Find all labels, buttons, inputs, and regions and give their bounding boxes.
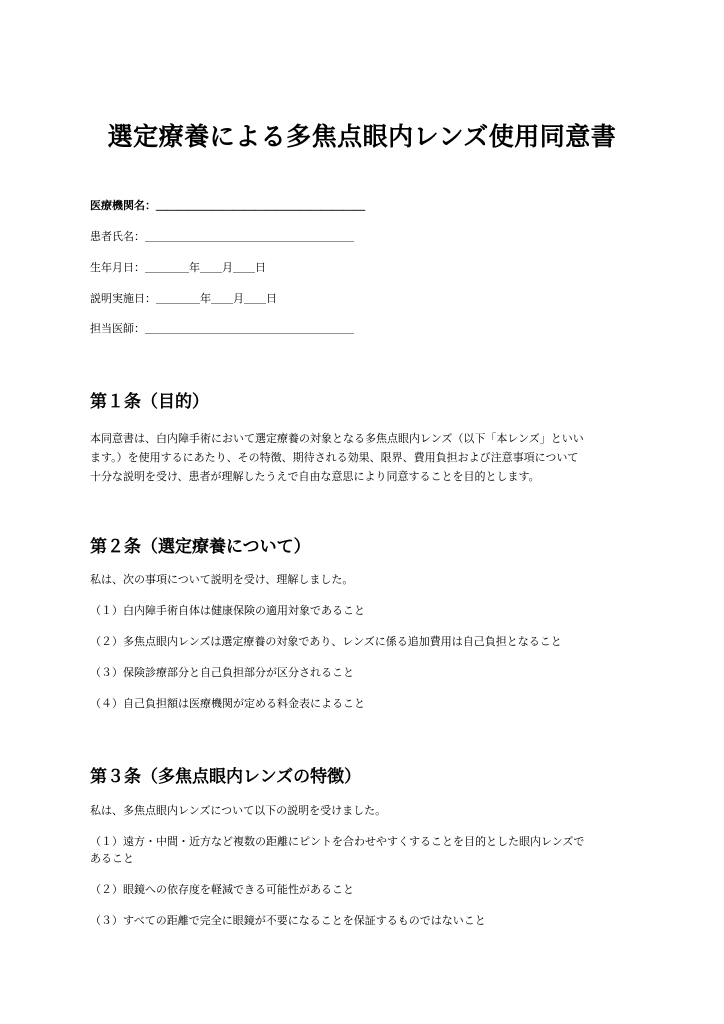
article3-intro: 私は、多焦点眼内レンズについて以下の説明を受けました。: [90, 804, 387, 817]
article1-line: ます。）を使用するにあたり、その特徴、期待される効果、限界、費用負担および注意事項について: [90, 451, 579, 464]
article2-item: （３）保険診療部分と自己負担部分が区分されること: [90, 666, 354, 679]
patient-name-field: 患者氏名：＿＿＿＿＿＿＿＿＿＿＿＿＿＿＿＿＿＿＿: [90, 230, 354, 243]
article2-intro: 私は、次の事項について説明を受け、理解しました。: [90, 573, 354, 586]
doctor-field: 担当医師：＿＿＿＿＿＿＿＿＿＿＿＿＿＿＿＿＿＿＿: [90, 322, 354, 335]
article3-item: （３）すべての距離で完全に眼鏡が不要になることを保証するものではないこと: [90, 914, 486, 927]
article2-item: （１）白内障手術自体は健康保険の適用対象であること: [90, 604, 365, 617]
article2-item: （４）自己負担額は医療機関が定める料金表によること: [90, 697, 365, 710]
institution-field: 医療機関名：＿＿＿＿＿＿＿＿＿＿＿＿＿＿＿＿＿＿＿: [90, 199, 365, 212]
birth-date-field: 生年月日：＿＿＿＿年＿＿月＿＿日: [90, 261, 266, 274]
article3-item-continuation: あること: [90, 852, 134, 865]
article3-heading: 第３条（多焦点眼内レンズの特徴）: [90, 767, 362, 787]
article3-item: （２）眼鏡への依存度を軽減できる可能性があること: [90, 883, 354, 896]
article1-line: 本同意書は、白内障手術において選定療養の対象となる多焦点眼内レンズ（以下「本レンズ」といい: [90, 432, 584, 445]
article1-body: [90, 429, 638, 486]
explanation-date-field: 説明実施日：＿＿＿＿年＿＿月＿＿日: [90, 292, 277, 305]
article3-item: （１）遠方・中間・近方など複数の距離にピントを合わせやすくすることを目的とした眼内レンズで: [90, 835, 585, 848]
document-title: 選定療養による多焦点眼内レンズ使用同意書: [107, 122, 617, 151]
article1-line: 十分な説明を受け、患者が理解したうえで自由な意思により同意することを目的とします。: [90, 470, 540, 483]
article1-heading: 第１条（目的）: [90, 392, 209, 412]
article2-heading: 第２条（選定療養について）: [90, 537, 311, 557]
article2-item: （２）多焦点眼内レンズは選定療養の対象であり、レンズに係る追加費用は自己負担となること: [90, 635, 562, 648]
